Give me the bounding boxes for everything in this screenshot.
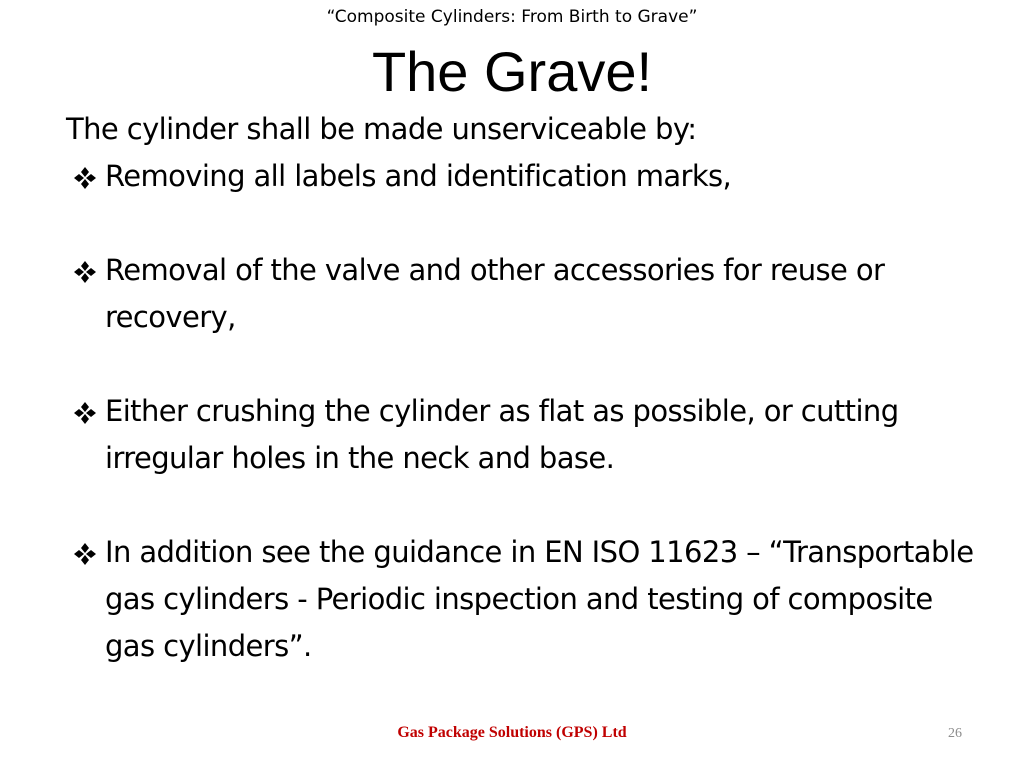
bullet-item-1 bbox=[66, 153, 986, 200]
four-diamond-bullet-icon bbox=[73, 260, 97, 284]
bullet-item-4 bbox=[66, 529, 986, 670]
slide-footer: Gas Package Solutions (GPS) Ltd bbox=[397, 724, 627, 741]
bullet-text: Removing all labels and identification marks, bbox=[105, 159, 732, 193]
four-diamond-bullet-icon bbox=[73, 166, 97, 190]
slide-title: The Grave! bbox=[371, 40, 653, 103]
bullet-text: In addition see the guidance in EN ISO 11623 – “Transportable gas cylinders - Periodic inspection and testing of composite gas cylinders”. bbox=[105, 535, 974, 663]
intro-text: The cylinder shall be made unserviceable by: bbox=[66, 112, 697, 146]
four-diamond-bullet-icon bbox=[73, 401, 97, 425]
bullet-text: Either crushing the cylinder as flat as possible, or cutting irregular holes in the neck and base. bbox=[105, 394, 899, 475]
bullet-text: Removal of the valve and other accessories for reuse or recovery, bbox=[105, 253, 885, 334]
four-diamond-bullet-icon bbox=[73, 542, 97, 566]
slide-content bbox=[66, 106, 986, 670]
bullet-item-2 bbox=[66, 247, 986, 341]
page-number: 26 bbox=[948, 726, 962, 741]
slide-subtitle: “Composite Cylinders: From Birth to Grave” bbox=[326, 7, 698, 27]
bullet-item-3 bbox=[66, 388, 986, 482]
